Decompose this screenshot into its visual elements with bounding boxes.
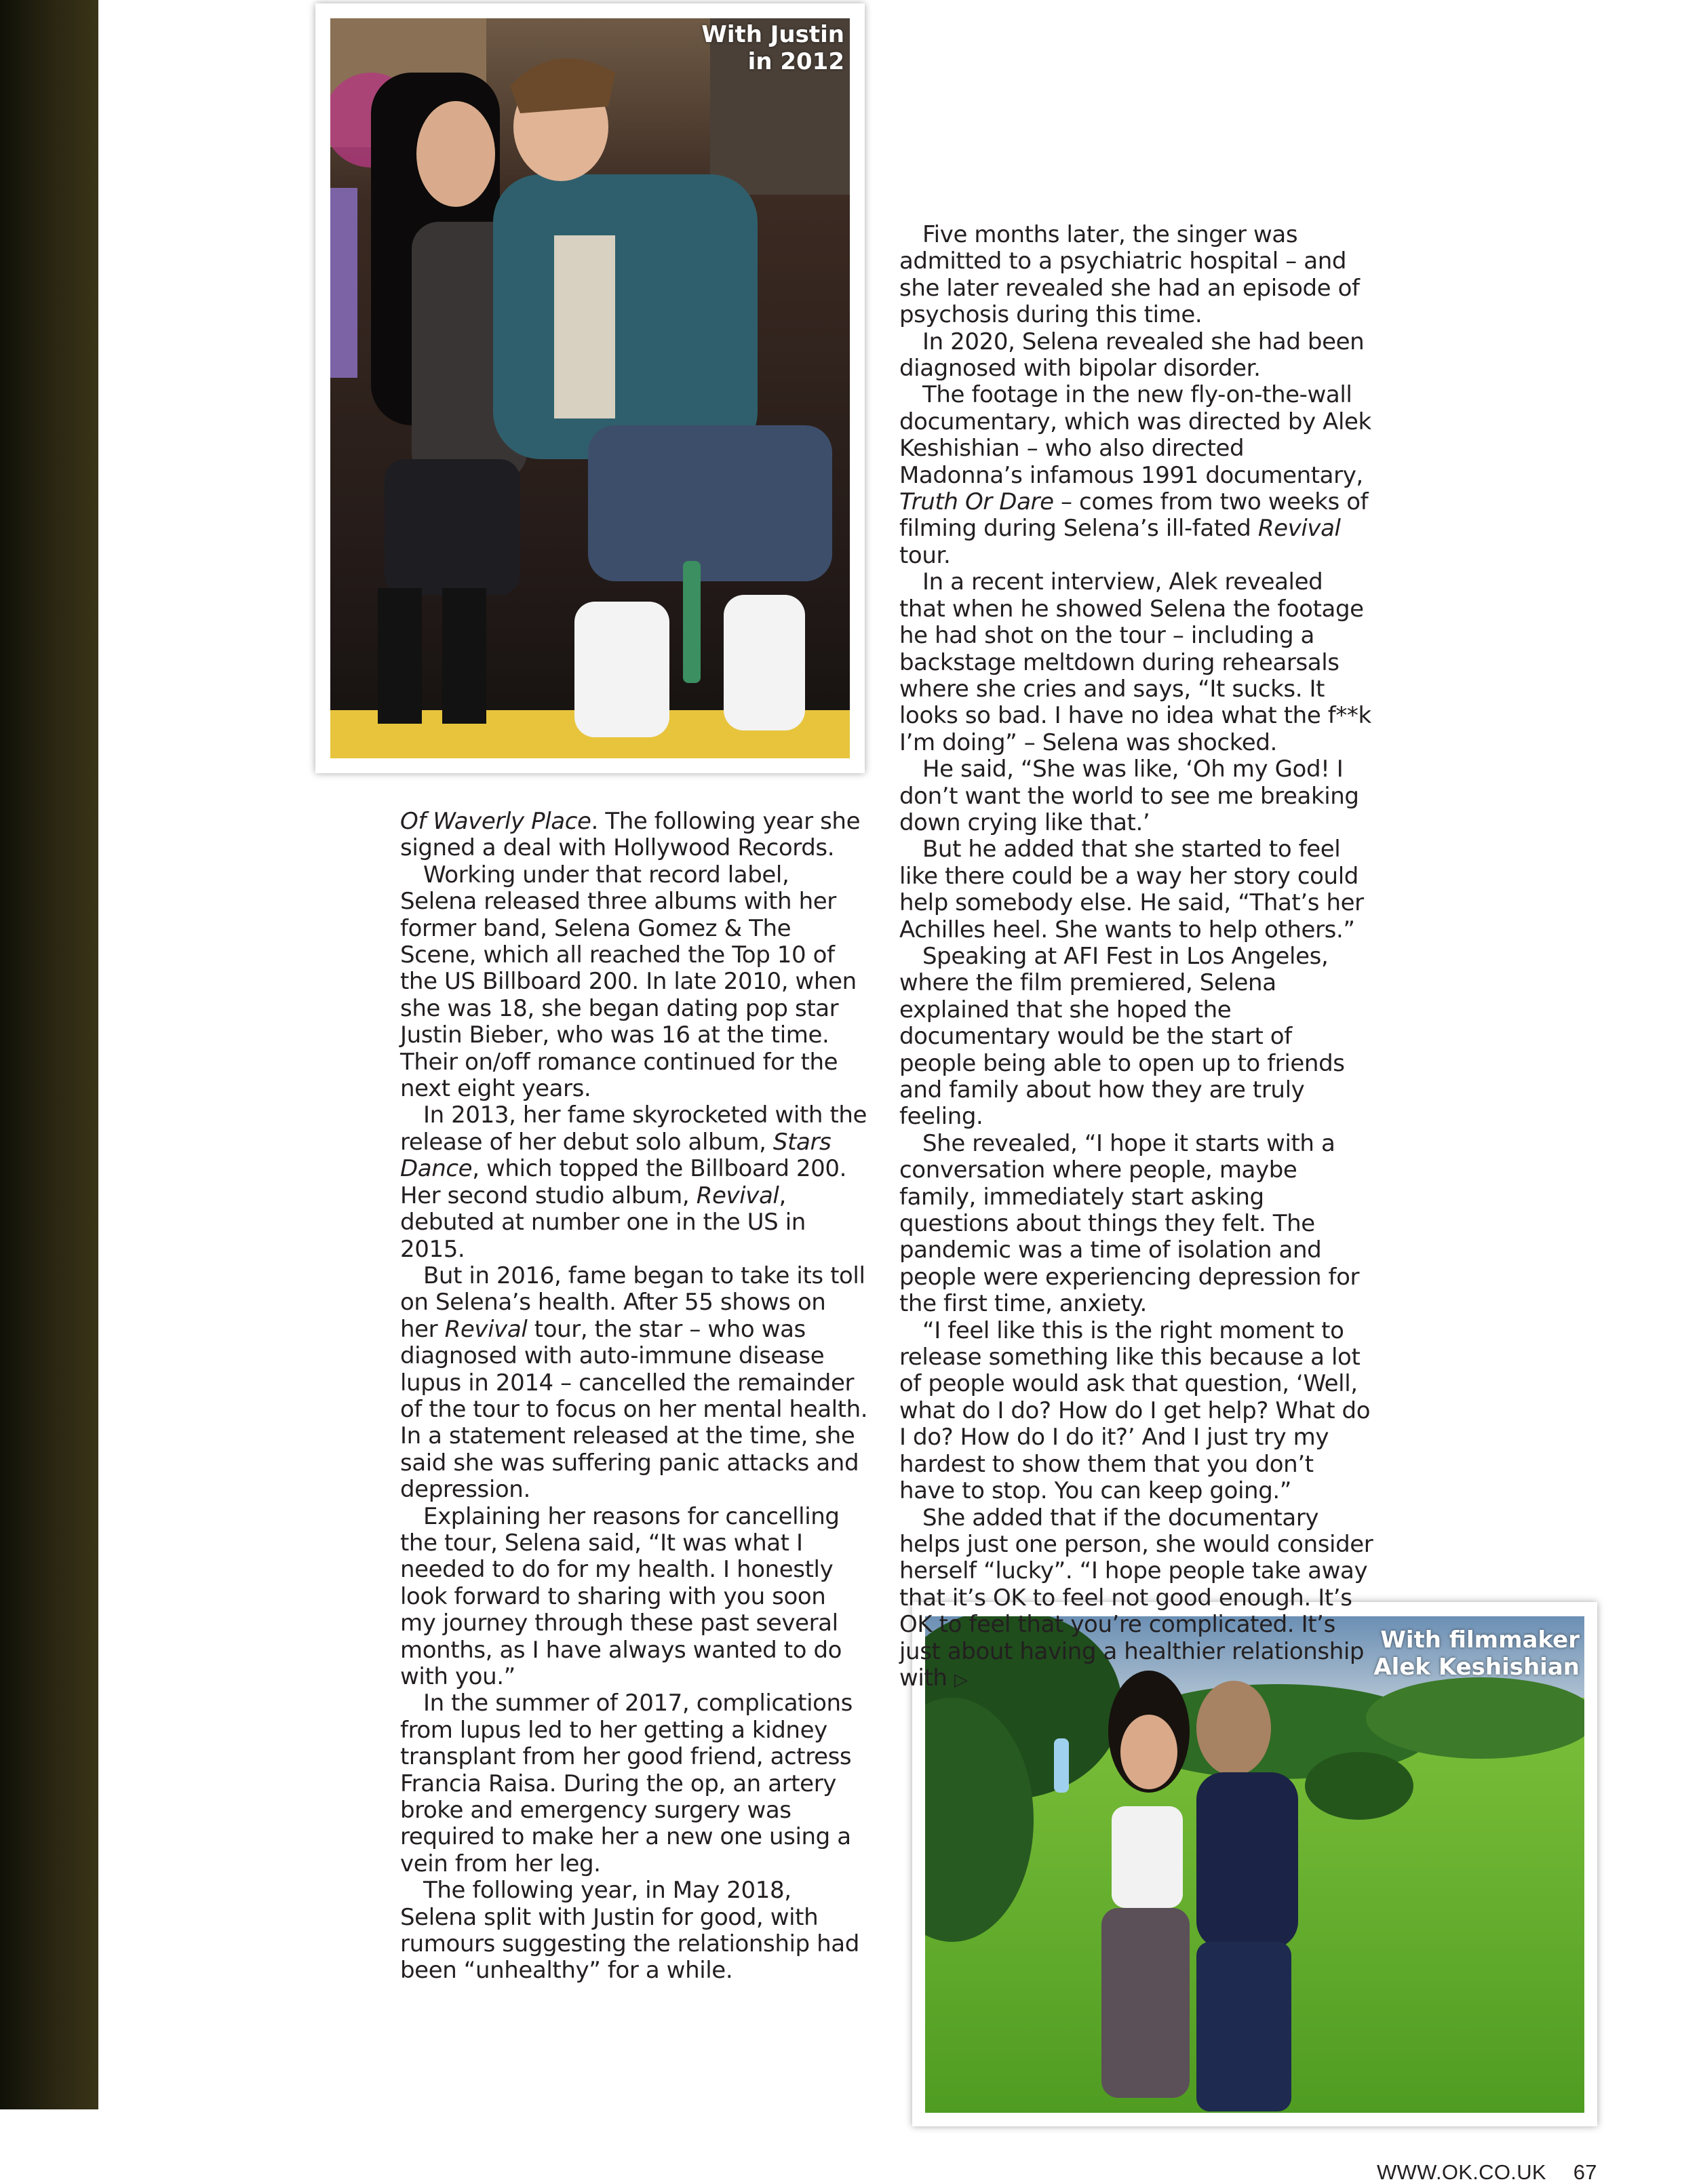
- text-run: She revealed, “I hope it starts with a conversation where people, maybe family, immediately start asking questions about things they felt. The pandemic was a time of isolation and people were experiencing depression for the first time, anxiety.: [899, 1129, 1360, 1318]
- italic-title: Revival: [696, 1182, 779, 1209]
- page-footer: [1377, 2161, 1662, 2184]
- paragraph: [400, 1690, 868, 1877]
- text-run: Five months later, the singer was admitted to a psychiatric hospital – and she later revealed she had an episode of psychosis during this time.: [899, 221, 1360, 329]
- text-run: He said, “She was like, ‘Oh my God! I don’t want the world to see me breaking down crying like that.’: [899, 756, 1359, 836]
- italic-title: Truth Or Dare: [899, 488, 1054, 516]
- paragraph: [899, 1131, 1374, 1318]
- text-run: tour, the star – who was diagnosed with auto-immune disease lupus in 2014 – cancelled the remainder of the tour to focus on her mental health. In a statement released at the time, she said she was suffering panic attacks and depression.: [400, 1315, 868, 1504]
- paragraph: [400, 1504, 868, 1691]
- paragraph: [400, 1263, 868, 1504]
- paragraph: [899, 943, 1374, 1131]
- photo-caption-justin: With Justin in 2012: [701, 21, 844, 75]
- italic-title: Of Waverly Place: [400, 808, 591, 835]
- paragraph: [899, 222, 1374, 329]
- text-run: But in 2016, fame began to take its toll on Selena’s health. After 55 shows on her: [400, 1262, 865, 1343]
- page-spine-shadow: [0, 0, 98, 2109]
- italic-title: Stars Dance: [400, 1128, 832, 1183]
- article-column-right: [899, 222, 1374, 1694]
- text-run: – comes from two weeks of filming during Selena’s ill-fated: [899, 488, 1369, 543]
- text-run: Explaining her reasons for cancelling the tour, Selena said, “It was what I needed to do for my health. I honestly look forward to sharing with you soon my journey through these past several months, as I have always wanted to do with you.”: [400, 1502, 842, 1690]
- continue-arrow-icon: ▷: [954, 1669, 968, 1690]
- photo-justin: [330, 18, 850, 758]
- text-run: In the summer of 2017, complications from lupus led to her getting a kidney transplant from her good friend, actress Francia Raisa. During the op, an artery broke and emergency surgery was required to make her a new one using a vein from her leg.: [400, 1690, 853, 1877]
- photo-caption-filmmaker: With filmmaker Alek Keshishian: [1373, 1626, 1580, 1681]
- text-run: Speaking at AFI Fest in Los Angeles, where the film premiered, Selena explained that she hoped the documentary would be the start of people being able to open up to friends and family about how they are truly feeling.: [899, 942, 1345, 1131]
- text-run: , debuted at number one in the US in 2015.: [400, 1182, 806, 1263]
- paragraph: [899, 836, 1374, 943]
- text-run: , which topped the Billboard 200. Her second studio album,: [400, 1155, 847, 1209]
- paragraph: [400, 1877, 868, 1985]
- text-run: She added that if the documentary helps just one person, she would consider herself “lucky”. “I hope people take away that it’s OK to feel not good enough. It’s OK to feel that you’re complicated. It’s just about having a healthier relationship with: [899, 1504, 1373, 1692]
- paragraph: [400, 808, 868, 862]
- paragraph: [899, 1505, 1374, 1694]
- text-run: The footage in the new fly-on-the-wall documentary, which was directed by Alek Keshishian – who also directed Madonna’s infamous 1991 documentary,: [899, 381, 1371, 489]
- text-run: “I feel like this is the right moment to release something like this because a lot of people would ask that question, ‘Well, what do I do? How do I get help? What do I do? How do I do it?’ And I just try my hardest to show them that you don’t have to stop. You can keep going.”: [899, 1317, 1371, 1505]
- italic-title: Revival: [1257, 515, 1341, 543]
- paragraph: [400, 1102, 868, 1262]
- text-run: But he added that she started to feel like there could be a way her story could help somebody else. He said, “That’s her Achilles heel. She wants to help others.”: [899, 836, 1364, 943]
- text-run: The following year, in May 2018, Selena split with Justin for good, with rumours suggesting the relationship had been “unhealthy” for a while.: [400, 1877, 859, 1985]
- paragraph: [400, 862, 868, 1103]
- text-run: . The following year she signed a deal with Hollywood Records.: [400, 808, 861, 862]
- article-column-left: [400, 808, 868, 1985]
- footer-url: WWW.OK.CO.UK: [1377, 2160, 1546, 2184]
- text-run: Working under that record label, Selena released three albums with her former band, Selena Gomez & The Scene, which all reached the Top 10 of the US Billboard 200. In late 2010, when she was 18, she began dating pop star Justin Bieber, who was 16 at the time. Their on/off romance continued for the next eight years.: [400, 861, 857, 1103]
- photo-justin-frame: [315, 3, 865, 773]
- paragraph: [899, 1318, 1374, 1505]
- page-number: 67: [1573, 2160, 1597, 2184]
- paragraph: [899, 756, 1374, 836]
- text-run: In 2013, her fame skyrocketed with the release of her debut solo album,: [400, 1101, 867, 1156]
- text-run: In a recent interview, Alek revealed that when he showed Selena the footage he had shot on the tour – including a backstage meltdown during rehearsals where she cries and says, “It sucks. It looks so bad. I have no idea what the f**k I’m doing” – Selena was shocked.: [899, 568, 1371, 756]
- text-run: tour.: [899, 541, 951, 569]
- italic-title: Revival: [444, 1315, 528, 1343]
- paragraph: [899, 382, 1374, 569]
- paragraph: [899, 569, 1374, 756]
- paragraph: [899, 329, 1374, 383]
- text-run: In 2020, Selena revealed she had been diagnosed with bipolar disorder.: [899, 328, 1365, 383]
